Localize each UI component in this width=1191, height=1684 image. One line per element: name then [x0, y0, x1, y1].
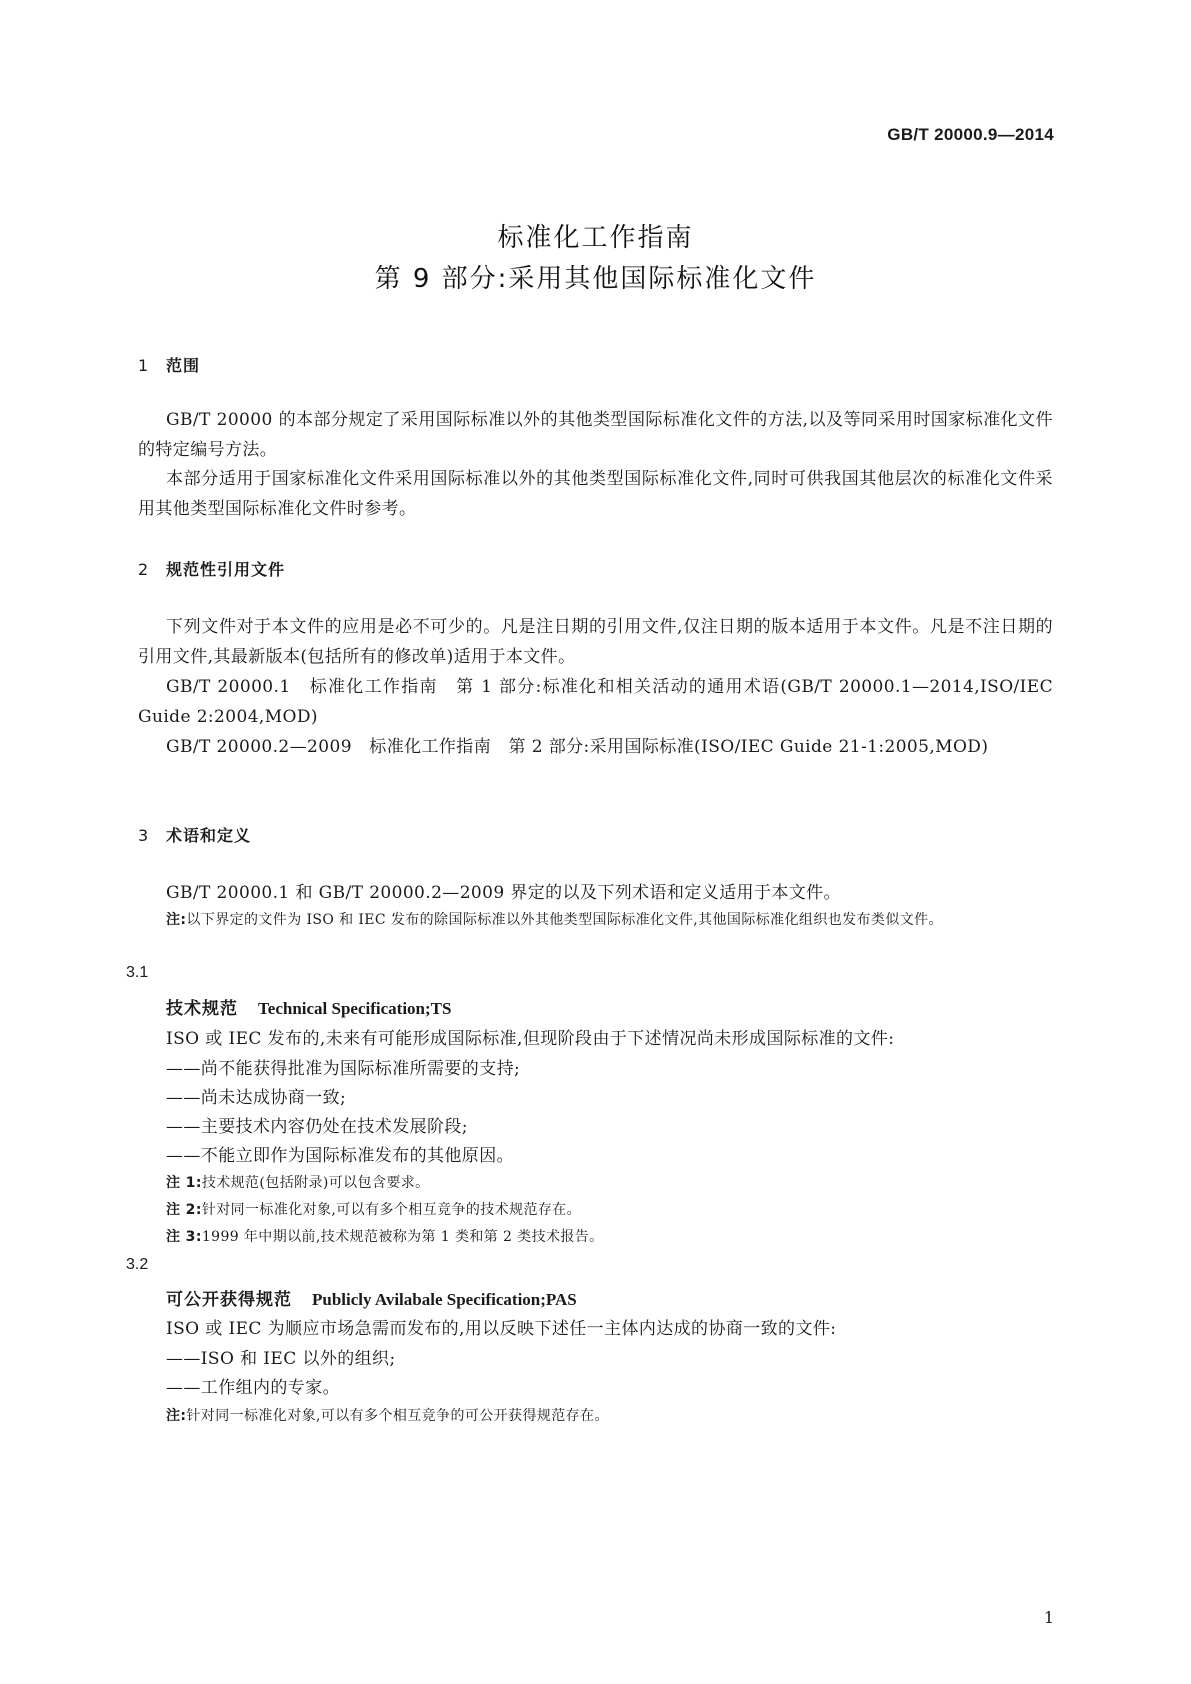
paragraph: 本部分适用于国家标准化文件采用国际标准以外的其他类型国际标准化文件,同时可供我国其他层次的标准化文件采用其他类型国际标准化文件时参考。 [138, 469, 1053, 519]
section-heading-scope [138, 353, 200, 376]
note-label: 注 1: [166, 1175, 202, 1191]
list-item: ——工作组内的专家。 [166, 1378, 340, 1398]
list-item: ——ISO 和 IEC 以外的组织; [166, 1349, 396, 1369]
section-heading-normative-references [138, 557, 285, 580]
paragraph: 下列文件对于本文件的应用是必不可少的。凡是注日期的引用文件,仅注日期的版本适用于本文件。凡是不注日期的引用文件,其最新版本(包括所有的修改单)适用于本文件。 [138, 617, 1053, 667]
section-number: 1 [138, 356, 150, 375]
reference-item: GB/T 20000.2—2009 标准化工作指南 第 2 部分:采用国际标准(ISO/IEC Guide 21-1:2005,MOD) [166, 737, 989, 757]
note-label: 注: [166, 912, 187, 928]
standard-number: GB/T 20000.9—2014 [887, 125, 1054, 144]
note [166, 907, 1046, 933]
document-subtitle: 第 9 部分:采用其他国际标准化文件 [374, 264, 817, 294]
note-text: 以下界定的文件为 ISO 和 IEC 发布的除国际标准以外其他类型国际标准化文件,其他国际标准化组织也发布类似文件。 [186, 912, 943, 928]
term-title [166, 1285, 577, 1310]
note-label: 注 3: [166, 1229, 202, 1245]
reference-item: GB/T 20000.1 标准化工作指南 第 1 部分:标准化和相关活动的通用术语(GB/T 20000.1—2014,ISO/IEC Guide 2:2004,MOD) [138, 677, 1053, 727]
paragraph: GB/T 20000.1 和 GB/T 20000.2—2009 界定的以及下列术语和定义适用于本文件。 [166, 883, 841, 903]
section-title: 术语和定义 [166, 826, 252, 845]
note [166, 1172, 430, 1192]
note [166, 1199, 581, 1219]
note-label: 注 2: [166, 1202, 202, 1218]
term-name-cn: 可公开获得规范 [166, 1290, 292, 1310]
section-number: 3 [138, 826, 150, 845]
note [166, 1226, 604, 1246]
list-item: ——尚未达成协商一致; [166, 1088, 347, 1108]
term-name-en: Publicly Avilabale Specification;PAS [312, 1290, 577, 1309]
list-item: ——尚不能获得批准为国际标准所需要的支持; [166, 1059, 521, 1079]
note-text: 针对同一标准化对象,可以有多个相互竞争的可公开获得规范存在。 [186, 1408, 609, 1424]
list-item: ——主要技术内容仍处在技术发展阶段; [166, 1117, 468, 1137]
document-title: 标准化工作指南 [497, 223, 694, 253]
paragraph: GB/T 20000 的本部分规定了采用国际标准以外的其他类型国际标准化文件的方法,以及等同采用时国家标准化文件的特定编号方法。 [138, 410, 1053, 460]
note-label: 注: [166, 1408, 187, 1424]
note [166, 1405, 609, 1425]
term-name-cn: 技术规范 [166, 999, 238, 1019]
term-name-en: Technical Specification;TS [258, 999, 452, 1018]
note-text: 1999 年中期以前,技术规范被称为第 1 类和第 2 类技术报告。 [201, 1229, 604, 1245]
section-title: 规范性引用文件 [166, 560, 286, 579]
term-number: 3.2 [126, 1256, 149, 1273]
page-number: 1 [1043, 1608, 1054, 1627]
list-item: ——不能立即作为国际标准发布的其他原因。 [166, 1146, 514, 1166]
section-title: 范围 [166, 356, 201, 375]
section-heading-terms [138, 823, 251, 846]
note-text: 技术规范(包括附录)可以包含要求。 [201, 1175, 430, 1191]
note-text: 针对同一标准化对象,可以有多个相互竞争的技术规范存在。 [201, 1202, 582, 1218]
term-number: 3.1 [126, 964, 149, 981]
section-number: 2 [138, 560, 150, 579]
term-title [166, 994, 451, 1019]
term-definition: ISO 或 IEC 为顺应市场急需而发布的,用以反映下述任一主体内达成的协商一致的文件: [166, 1319, 837, 1339]
term-definition: ISO 或 IEC 发布的,未来有可能形成国际标准,但现阶段由于下述情况尚未形成国际标准的文件: [166, 1029, 895, 1049]
